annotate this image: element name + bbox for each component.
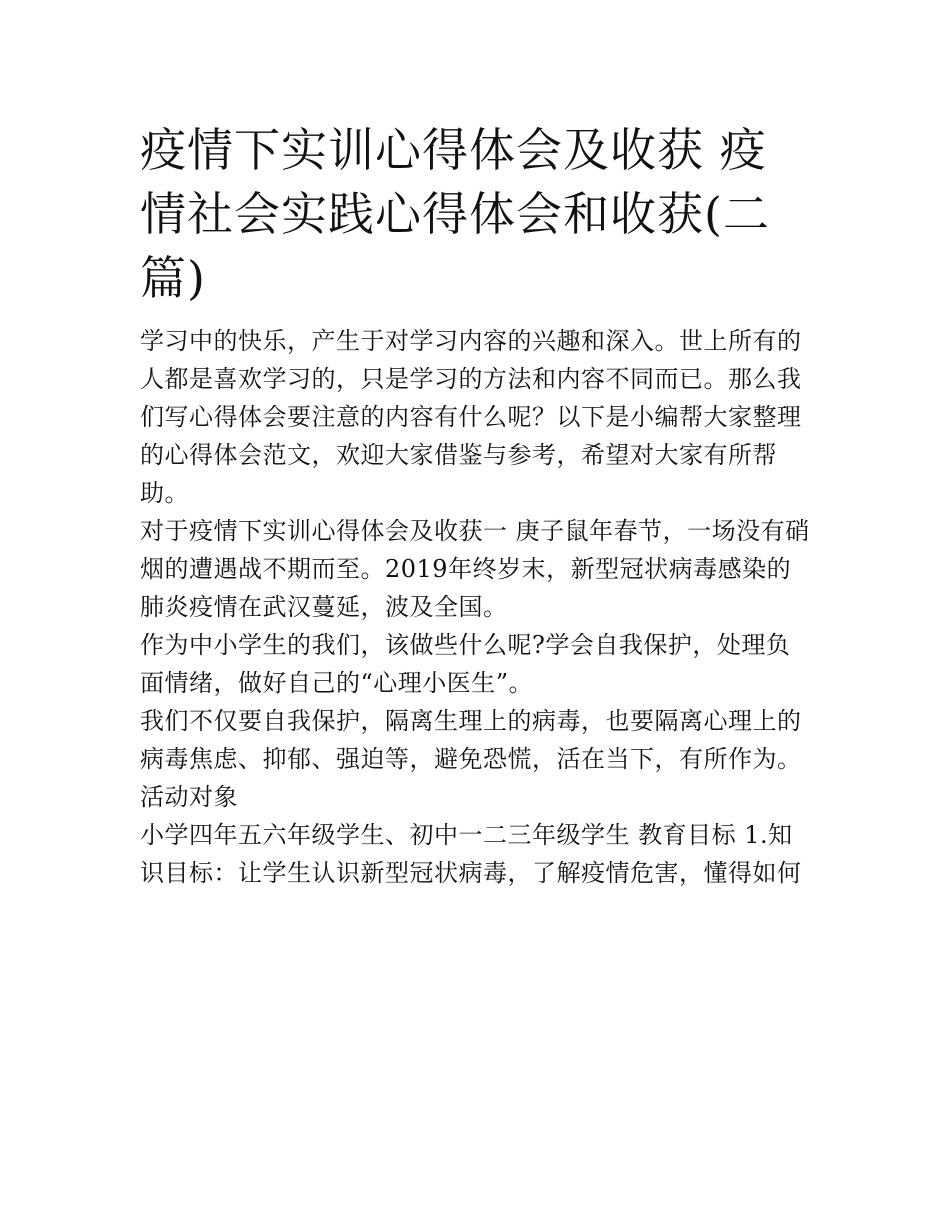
paragraph-intro: 学习中的快乐，产生于对学习内容的兴趣和深入。世上所有的人都是喜欢学习的，只是学习的方法和内容不同而已。那么我们写心得体会要注意的内容有什么呢？以下是小编帮大家整理的心得体会范文，欢迎大家借鉴与参考，希望对大家有所帮助。 xyxy=(140,327,802,507)
document-title: 疫情下实训心得体会及收获 疫情社会实践心得体会和收获(二篇) xyxy=(140,123,770,305)
document-body xyxy=(140,118,812,892)
paragraph-education-goals: 小学四年五六年级学生、初中一二三年级学生 教育目标 1.知识目标：让学生认识新型冠状病毒，了解疫情危害，懂得如何 xyxy=(140,821,802,887)
heading-activity-target: 活动对象 xyxy=(140,783,238,811)
paragraph-protection: 我们不仅要自我保护，隔离生理上的病毒，也要隔离心理上的病毒焦虑、抑郁、强迫等，避免恐慌，活在当下，有所作为。 xyxy=(140,707,802,773)
paragraph-students: 作为中小学生的我们，该做些什么呢?学会自我保护，处理负面情绪，做好自己的“心理小医生”。 xyxy=(140,631,791,697)
paragraph-section-one: 对于疫情下实训心得体会及收获一 庚子鼠年春节，一场没有硝烟的遭遇战不期而至。2019年终岁末，新型冠状病毒感染的肺炎疫情在武汉蔓延，波及全国。 xyxy=(140,517,810,621)
